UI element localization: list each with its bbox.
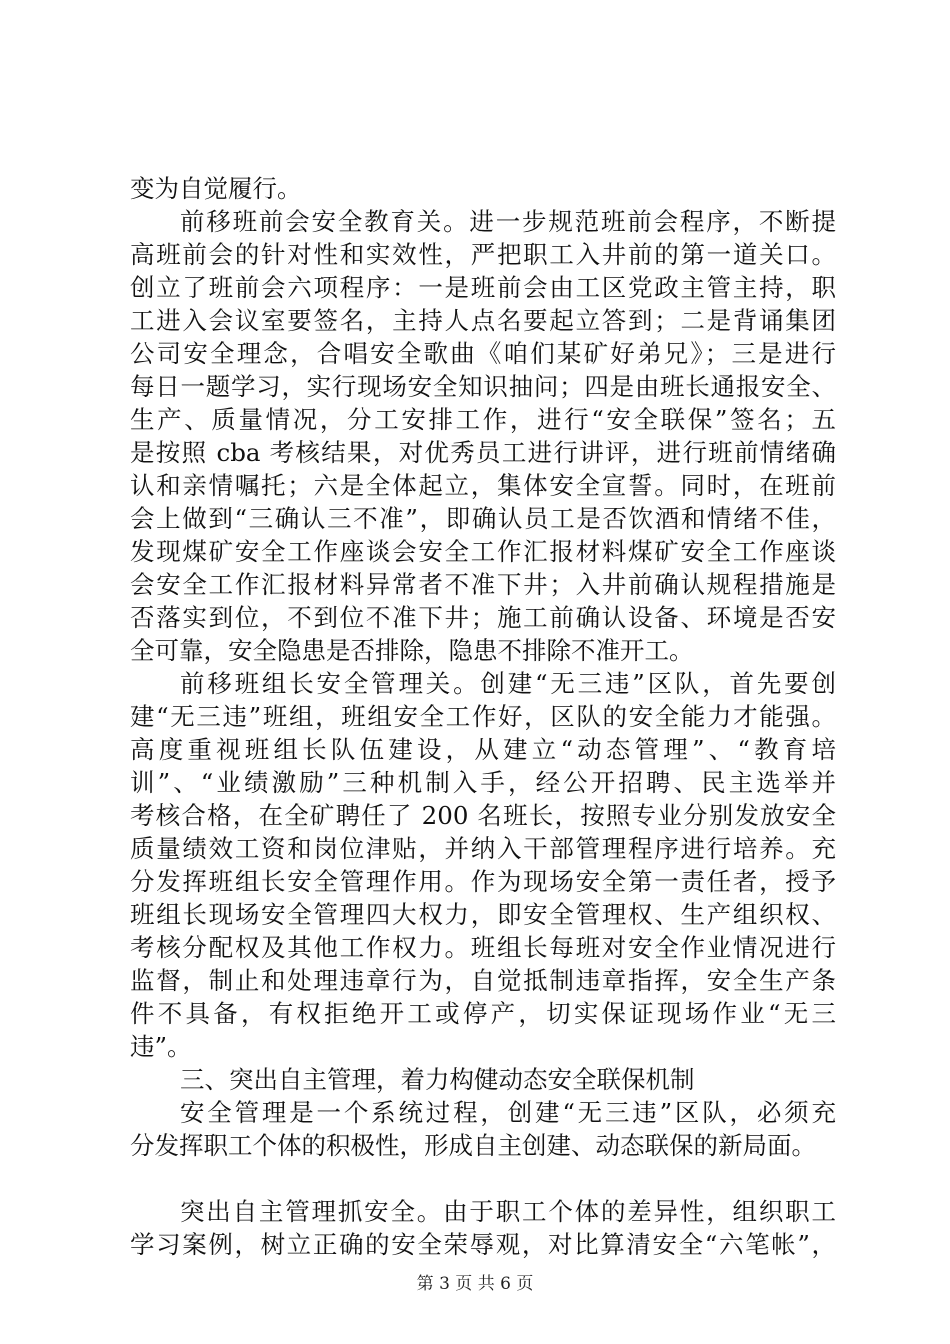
text-line: 认和亲情嘱托；六是全体起立，集体安全宣誓。同时，在班前 [130, 471, 836, 500]
text-line: 监督，制止和处理违章行为，自觉抵制违章指挥，安全生产条 [130, 966, 836, 995]
text-line: 训”、“业绩激励”三种机制入手，经公开招聘、民主选举并 [130, 768, 836, 797]
text-line: 是按照 cba 考核结果，对优秀员工进行讲评，进行班前情绪确 [130, 438, 836, 467]
page-footer: 第 3 页 共 6 页 [416, 1274, 534, 1294]
text-line: 分发挥职工个体的积极性，形成自主创建、动态联保的新局面。 [130, 1131, 816, 1160]
text-line: 前移班组长安全管理关。创建“无三违”区队，首先要创 [180, 669, 836, 698]
text-line: 件不具备，有权拒绝开工或停产，切实保证现场作业“无三 [130, 999, 836, 1028]
text-line: 会上做到“三确认三不准”，即确认员工是否饮酒和情绪不佳， [130, 504, 836, 533]
text-line: 变为自觉履行。 [130, 174, 302, 203]
text-line: 学习案例，树立正确的安全荣辱观，对比算清安全“六笔帐”， [130, 1230, 836, 1259]
text-line: 突出自主管理抓安全。由于职工个体的差异性，组织职工 [180, 1197, 836, 1226]
text-line: 班组长现场安全管理四大权力，即安全管理权、生产组织权、 [130, 900, 836, 929]
text-line: 创立了班前会六项程序：一是班前会由工区党政主管主持，职 [130, 273, 836, 302]
text-line: 前移班前会安全教育关。进一步规范班前会程序，不断提 [180, 207, 836, 236]
text-line: 建“无三违”班组，班组安全工作好，区队的安全能力才能强。 [130, 702, 836, 731]
text-line: 每日一题学习，实行现场安全知识抽问；四是由班长通报安全、 [130, 372, 836, 401]
text-line: 分发挥班组长安全管理作用。作为现场安全第一责任者，授予 [130, 867, 836, 896]
text-line: 高度重视班组长队伍建设，从建立“动态管理”、“教育培 [130, 735, 836, 764]
text-line: 否落实到位，不到位不准下井；施工前确认设备、环境是否安 [130, 603, 836, 632]
text-line: 全可靠，安全隐患是否排除，隐患不排除不准开工。 [130, 636, 694, 665]
text-line: 考核分配权及其他工作权力。班组长每班对安全作业情况进行 [130, 933, 836, 962]
text-line: 发现煤矿安全工作座谈会安全工作汇报材料煤矿安全工作座谈 [130, 537, 836, 566]
text-line: 工进入会议室要签名，主持人点名要起立答到；二是背诵集团 [130, 306, 836, 335]
text-line: 考核合格，在全矿聘任了 200 名班长，按照专业分别发放安全 [130, 801, 836, 830]
text-line: 公司安全理念，合唱安全歌曲《咱们某矿好弟兄》；三是进行 [130, 339, 836, 368]
text-line: 质量绩效工资和岗位津贴，并纳入干部管理程序进行培养。充 [130, 834, 836, 863]
text-line: 违”。 [130, 1032, 192, 1061]
text-line: 高班前会的针对性和实效性，严把职工入井前的第一道关口。 [130, 240, 836, 269]
text-line: 三、突出自主管理，着力构健动态安全联保机制 [180, 1065, 695, 1094]
text-line: 生产、质量情况，分工安排工作，进行“安全联保”签名；五 [130, 405, 836, 434]
document-body [130, 172, 836, 1261]
text-line: 安全管理是一个系统过程，创建“无三违”区队，必须充 [180, 1098, 836, 1127]
text-line: 会安全工作汇报材料异常者不准下井；入井前确认规程措施是 [130, 570, 836, 599]
blank-line [130, 1162, 836, 1195]
